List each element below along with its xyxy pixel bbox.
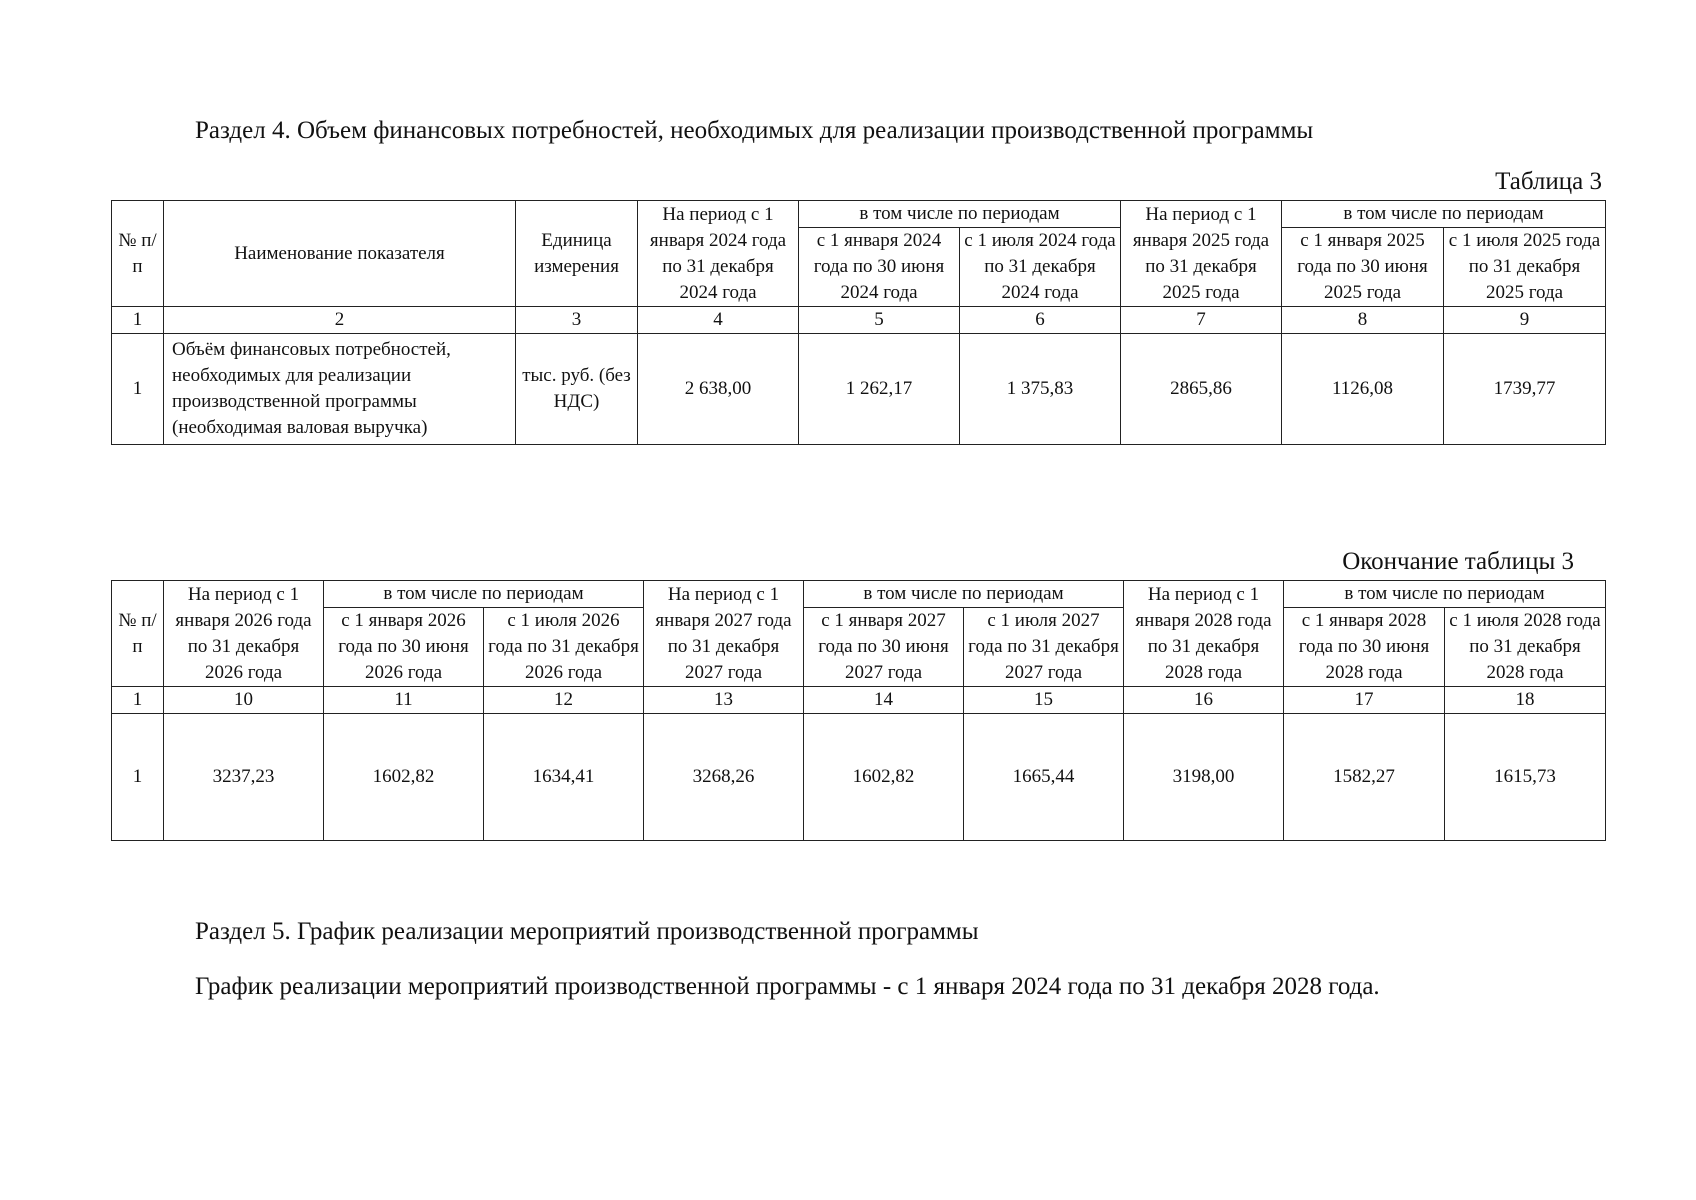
value-cell: 1739,77 — [1444, 334, 1606, 445]
value-cell: 1615,73 — [1445, 714, 1606, 841]
table3-end-label: Окончание таблицы 3 — [1342, 548, 1574, 575]
header-2027-h1: с 1 января 2027 года по 30 июня 2027 года — [804, 608, 964, 687]
header-period-2027: На период с 1 января 2027 года по 31 декабря 2027 года — [644, 581, 804, 687]
header-num: № п/п — [112, 581, 164, 687]
table3-label: Таблица 3 — [1495, 168, 1602, 195]
header-indicator-name: Наименование показателя — [164, 201, 516, 307]
indicator-name: Объём финансовых потребностей, необходимых для реализации производственной программы (необходимая валовая выручка) — [164, 334, 516, 445]
column-numbers-row — [112, 687, 1606, 714]
row-number: 1 — [112, 334, 164, 445]
column-number: 17 — [1284, 687, 1445, 714]
header-unit: Единица измерения — [516, 201, 638, 307]
column-number: 4 — [638, 307, 799, 334]
header-including-periods: в том числе по периодам — [1282, 201, 1606, 228]
header-period-2028: На период с 1 января 2028 года по 31 декабря 2028 года — [1124, 581, 1284, 687]
column-number: 6 — [960, 307, 1121, 334]
header-including-periods: в том числе по периодам — [1284, 581, 1606, 608]
financial-needs-table — [111, 200, 1606, 445]
header-2024-h1: с 1 января 2024 года по 30 июня 2024 года — [799, 228, 960, 307]
header-2026-h2: с 1 июля 2026 года по 31 декабря 2026 года — [484, 608, 644, 687]
header-2025-h2: с 1 июля 2025 года по 31 декабря 2025 года — [1444, 228, 1606, 307]
row-number: 1 — [112, 714, 164, 841]
column-number: 10 — [164, 687, 324, 714]
column-number: 1 — [112, 307, 164, 334]
header-including-periods: в том числе по периодам — [799, 201, 1121, 228]
header-2027-h2: с 1 июля 2027 года по 31 декабря 2027 года — [964, 608, 1124, 687]
unit-cell: тыс. руб. (без НДС) — [516, 334, 638, 445]
header-period-2025: На период с 1 января 2025 года по 31 декабря 2025 года — [1121, 201, 1282, 307]
column-numbers-row — [112, 307, 1606, 334]
value-cell: 1126,08 — [1282, 334, 1444, 445]
section4-title: Раздел 4. Объем финансовых потребностей, необходимых для реализации производственной программы — [195, 117, 1314, 144]
column-number: 8 — [1282, 307, 1444, 334]
value-cell: 1582,27 — [1284, 714, 1445, 841]
header-2028-h2: с 1 июля 2028 года по 31 декабря 2028 года — [1445, 608, 1606, 687]
value-cell: 2 638,00 — [638, 334, 799, 445]
header-including-periods: в том числе по периодам — [804, 581, 1124, 608]
value-cell: 1 262,17 — [799, 334, 960, 445]
section5-title: Раздел 5. График реализации мероприятий производственной программы — [195, 918, 979, 945]
column-number: 13 — [644, 687, 804, 714]
column-number: 7 — [1121, 307, 1282, 334]
column-number: 18 — [1445, 687, 1606, 714]
value-cell: 1602,82 — [324, 714, 484, 841]
header-2028-h1: с 1 января 2028 года по 30 июня 2028 года — [1284, 608, 1445, 687]
value-cell: 2865,86 — [1121, 334, 1282, 445]
value-cell: 3198,00 — [1124, 714, 1284, 841]
value-cell: 1602,82 — [804, 714, 964, 841]
column-number: 15 — [964, 687, 1124, 714]
value-cell: 1634,41 — [484, 714, 644, 841]
header-2024-h2: с 1 июля 2024 года по 31 декабря 2024 года — [960, 228, 1121, 307]
column-number: 1 — [112, 687, 164, 714]
financial-needs-table-continued — [111, 580, 1606, 841]
header-2026-h1: с 1 января 2026 года по 30 июня 2026 года — [324, 608, 484, 687]
column-number: 2 — [164, 307, 516, 334]
section5-text: График реализации мероприятий производственной программы - с 1 января 2024 года по 31 декабря 2028 года. — [195, 973, 1380, 1000]
column-number: 5 — [799, 307, 960, 334]
column-number: 16 — [1124, 687, 1284, 714]
value-cell: 1 375,83 — [960, 334, 1121, 445]
value-cell: 3237,23 — [164, 714, 324, 841]
column-number: 11 — [324, 687, 484, 714]
header-num: № п/п — [112, 201, 164, 307]
table-row — [112, 334, 1606, 445]
header-period-2026: На период с 1 января 2026 года по 31 декабря 2026 года — [164, 581, 324, 687]
value-cell: 1665,44 — [964, 714, 1124, 841]
column-number: 3 — [516, 307, 638, 334]
column-number: 12 — [484, 687, 644, 714]
column-number: 9 — [1444, 307, 1606, 334]
header-including-periods: в том числе по периодам — [324, 581, 644, 608]
header-2025-h1: с 1 января 2025 года по 30 июня 2025 года — [1282, 228, 1444, 307]
table-row — [112, 714, 1606, 841]
header-period-2024: На период с 1 января 2024 года по 31 декабря 2024 года — [638, 201, 799, 307]
column-number: 14 — [804, 687, 964, 714]
value-cell: 3268,26 — [644, 714, 804, 841]
